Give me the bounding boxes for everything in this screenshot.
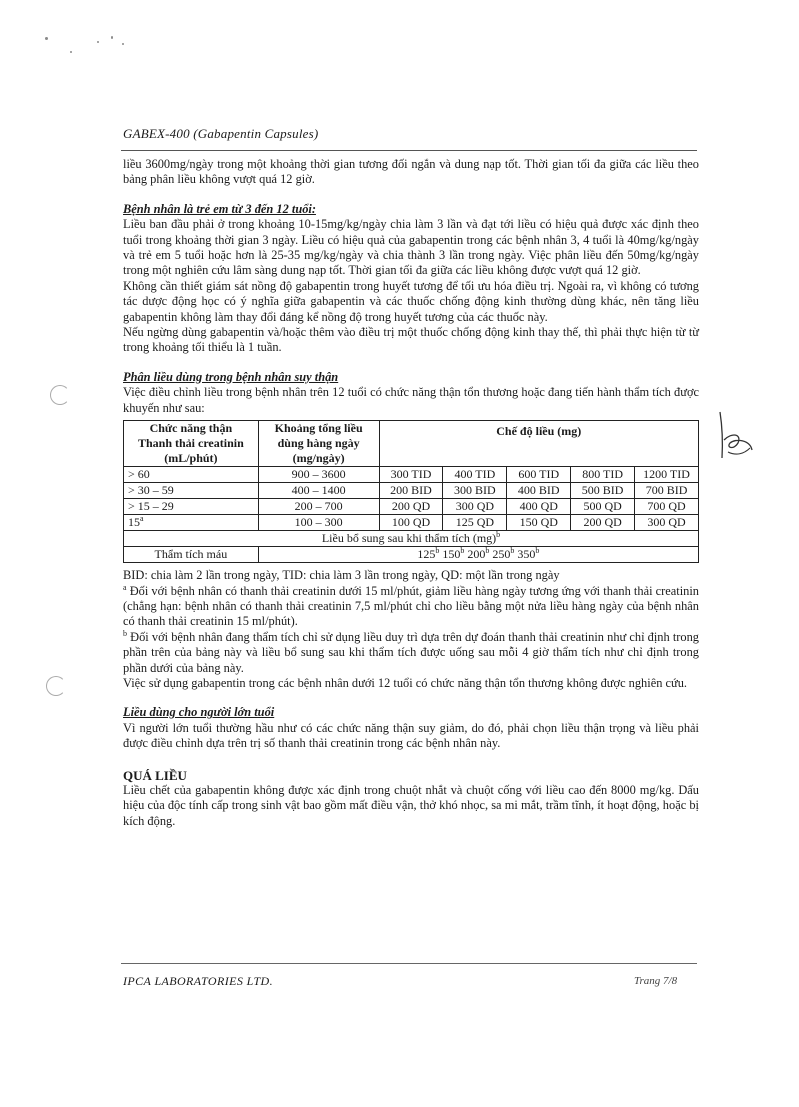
cell-clearance: > 15 – 29	[124, 499, 259, 515]
cell-dose: 300 QD	[635, 515, 699, 531]
col-header-clearance-line: Thanh thải creatinin	[137, 436, 244, 451]
cell-clearance-value: 15	[128, 515, 140, 530]
table-header-row	[124, 421, 699, 467]
footnote-mark-a: a	[140, 514, 144, 524]
cell-dose: 500 BID	[571, 483, 635, 499]
col-header-regimen: Chế độ liều (mg)	[379, 421, 698, 467]
table-row-dialysis	[124, 547, 699, 563]
dialysis-value: 200	[467, 547, 486, 562]
cell-clearance: > 30 – 59	[124, 483, 259, 499]
pediatric-renal-note: Việc sử dụng gabapentin trong các bệnh nhân dưới 12 tuổi có chức năng thận tổn thương không được nghiên cứu.	[123, 675, 687, 690]
abbreviation-note: BID: chia làm 2 lần trong ngày, TID: chia làm 3 lần trong ngày, QD: một lần trong ngày	[123, 568, 560, 583]
footer-company: IPCA LABORATORIES LTD.	[123, 974, 274, 988]
punch-hole-mark	[46, 676, 66, 696]
scan-speck	[97, 41, 99, 43]
header-rule	[121, 150, 697, 151]
scan-speck	[111, 36, 113, 39]
supplement-header-text: Liều bổ sung sau khi thẩm tích (mg)	[321, 531, 497, 546]
table-notes	[123, 568, 699, 691]
footnote-b-text: Đối với bệnh nhân đang thẩm tích chỉ sử dụng liều duy trì dựa trên dự đoán thanh thải creatinin như chỉ định trong phần trên của bảng này và liều bổ sung sau khi thẩm tích được uống sau mỗi 4 giờ thẩm tích như chỉ định trong phần dưới của bảng này.	[123, 629, 699, 675]
cell-clearance	[124, 515, 259, 531]
renal-heading: Phân liều dùng trong bệnh nhân suy thận	[123, 369, 339, 384]
footnote-mark-b: b	[435, 546, 440, 556]
cell-dose: 400 TID	[443, 467, 507, 483]
dialysis-value: 250	[492, 547, 511, 562]
pediatric-paragraph-1: Liều ban đầu phải ở trong khoảng 10-15mg/kg/ngày chia làm 3 lần và đạt tới liều có hiệu quả được xác định theo tuổi trong khoảng thời gian 3 ngày. Liều có hiệu quả của gabapentin trong các bệnh nhân 3, 4 tuổi là 40mg/kg/ngày và trẻ em 5 tuổi hoặc hơn là 25-35 mg/kg/ngày và chia thành 3 lần trong ngày. Việc phân liều đến 50mg/kg/ngày trong một nghiên cứu lâm sàng dung nạp tốt. Thời gian tối đa giữa các liều không được vượt quá 12 giờ.	[123, 217, 699, 278]
intro-paragraph: liều 3600mg/ngày trong một khoảng thời gian tương đối ngắn và dung nạp tốt. Thời gian tối đa giữa các liều theo bảng phân liều không vượt quá 12 giờ.	[123, 157, 699, 187]
cell-dose: 400 BID	[507, 483, 571, 499]
overdose-heading: QUÁ LIỀU	[123, 767, 187, 783]
cell-dose: 150 QD	[507, 515, 571, 531]
cell-total: 400 – 1400	[258, 483, 379, 499]
cell-dose: 1200 TID	[635, 467, 699, 483]
footnote-a	[123, 584, 699, 630]
cell-dose: 800 TID	[571, 467, 635, 483]
col-header-total-line: dùng hàng ngày	[277, 436, 360, 451]
dialysis-values	[258, 547, 698, 563]
footer-page-number: Trang 7/8	[634, 975, 678, 987]
footnote-a-mark: a	[123, 582, 127, 592]
footnote-b-mark: b	[123, 628, 127, 638]
cell-dose: 200 QD	[571, 515, 635, 531]
cell-dose: 125 QD	[443, 515, 507, 531]
cell-dose: 600 TID	[507, 467, 571, 483]
overdose-paragraph: Liều chết của gabapentin không được xác định trong chuột nhắt và chuột cống với liều cao đến 8000 mg/kg. Dấu hiệu của độc tính cấp trong sinh vật bao gồm mất điều vận, thở khó nhọc, sa mi mắt, trầm tĩnh, ít hoạt động, hoặc bị kích động.	[123, 782, 699, 828]
col-header-clearance-line: (mL/phút)	[164, 451, 218, 466]
col-header-clearance	[124, 421, 259, 467]
cell-clearance: > 60	[124, 467, 259, 483]
cell-dose: 300 TID	[379, 467, 443, 483]
footer-rule	[121, 963, 697, 964]
scan-speck	[70, 51, 72, 53]
pediatric-paragraph-2: Không cần thiết giám sát nồng độ gabapentin trong huyết tương để tối ưu hóa điều trị. Ngoài ra, vì không có tương tác dược động học có ý nghĩa giữa gabapentin và các thuốc chống động kinh thường dùng khác, nên tăng liều gabapentin không làm thay đổi đáng kể nồng độ trong huyết tương của các thuốc này.	[123, 278, 699, 324]
dialysis-value: 125	[417, 547, 436, 562]
dialysis-label: Thẩm tích máu	[124, 547, 259, 563]
renal-dosing-table	[123, 420, 699, 563]
cell-dose: 300 QD	[443, 499, 507, 515]
cell-dose: 300 BID	[443, 483, 507, 499]
cell-dose: 400 QD	[507, 499, 571, 515]
footnote-b	[123, 630, 699, 676]
cell-dose: 500 QD	[571, 499, 635, 515]
footnote-mark-b: b	[460, 546, 465, 556]
cell-dose: 700 QD	[635, 499, 699, 515]
footnote-mark-b: b	[485, 546, 490, 556]
supplement-header	[124, 531, 699, 547]
footnote-mark-b: b	[496, 530, 501, 540]
cell-total: 100 – 300	[258, 515, 379, 531]
scan-speck	[45, 37, 48, 40]
pediatric-heading: Bệnh nhân là trẻ em từ 3 đến 12 tuổi:	[123, 201, 316, 216]
punch-hole-mark	[50, 385, 70, 405]
pediatric-paragraph-3: Nếu ngừng dùng gabapentin và/hoặc thêm vào điều trị một thuốc chống động kinh thay thế, thì phải thực hiện từ từ trong khoảng tối thiểu là 1 tuần.	[123, 325, 699, 355]
col-header-total-line: (mg/ngày)	[292, 451, 345, 466]
table-row	[124, 467, 699, 483]
document-header-title: GABEX-400 (Gabapentin Capsules)	[123, 126, 319, 141]
cell-dose: 200 QD	[379, 499, 443, 515]
col-header-total-line: Khoảng tổng liều	[274, 421, 363, 436]
renal-intro: Việc điều chỉnh liều trong bệnh nhân trên 12 tuổi có chức năng thận tổn thương hoặc đang tiến hành thẩm tích được khuyến như sau:	[123, 385, 699, 415]
table-row	[124, 483, 699, 499]
document-body	[123, 157, 699, 829]
cell-dose: 200 BID	[379, 483, 443, 499]
table-row-supplement-header	[124, 531, 699, 547]
elderly-paragraph: Vì người lớn tuổi thường hầu như có các chức năng thận suy giảm, do đó, phải chọn liều thận trọng và liều phải được điều chỉnh dựa trên trị số thanh thải creatinin trong các bệnh nhân này.	[123, 720, 699, 751]
cell-total: 900 – 3600	[258, 467, 379, 483]
elderly-heading: Liều dùng cho người lớn tuổi	[123, 705, 275, 720]
footnote-mark-b: b	[510, 546, 515, 556]
cell-dose: 700 BID	[635, 483, 699, 499]
scan-speck	[122, 43, 124, 45]
table-row	[124, 515, 699, 531]
cell-total: 200 – 700	[258, 499, 379, 515]
footnote-mark-b: b	[535, 546, 540, 556]
handwritten-signature	[712, 410, 758, 470]
cell-dose: 100 QD	[379, 515, 443, 531]
dialysis-value: 150	[442, 547, 461, 562]
col-header-total-dose	[258, 421, 379, 467]
footnote-a-text: Đối với bệnh nhân có thanh thải creatinin dưới 15 ml/phút, giảm liều hàng ngày tương ứng với thanh thải creatinin (chẳng hạn: bệnh nhân có thanh thải creatinin 7,5 ml/phút chỉ cho liều bằng một nửa liều hàng ngày của bệnh nhân có thanh thải creatinin 15 ml/phút).	[123, 583, 699, 629]
dialysis-value: 350	[517, 547, 536, 562]
table-row	[124, 499, 699, 515]
col-header-clearance-line: Chức năng thận	[149, 421, 233, 436]
